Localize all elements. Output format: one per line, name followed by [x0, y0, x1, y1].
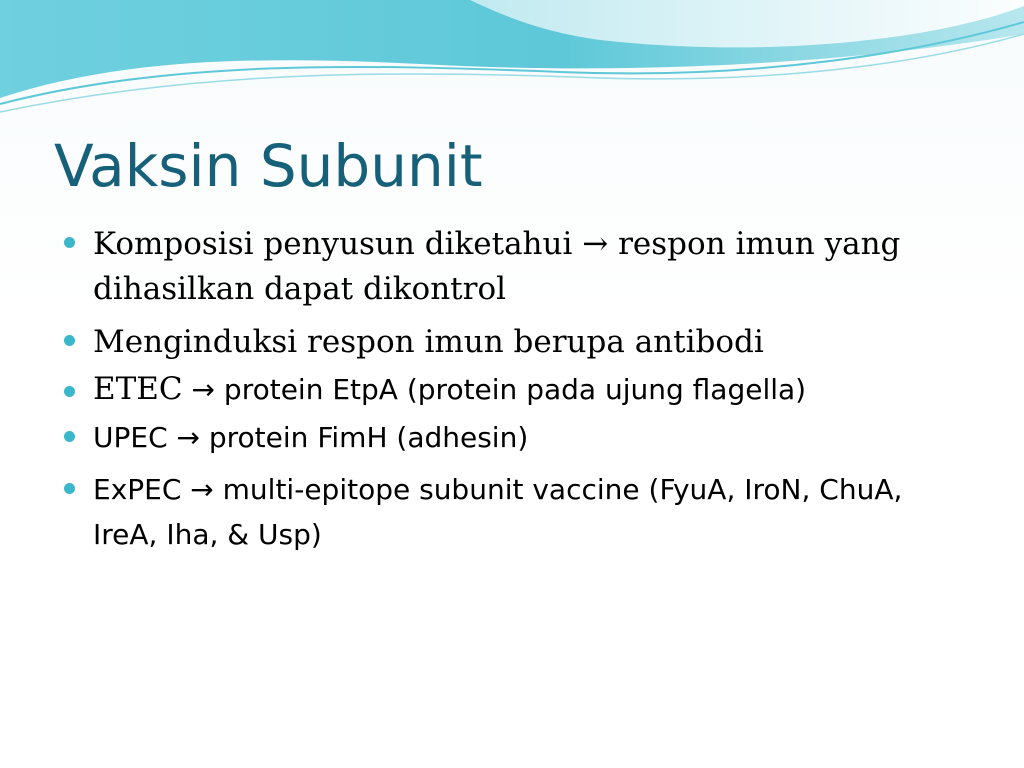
bullet-item-upec: [64, 415, 964, 460]
bullet-text: → protein EtpA (protein pada ujung flagella): [182, 373, 807, 406]
bullet-item-komposisi: [64, 222, 964, 312]
bullet-dot-icon: [64, 431, 75, 442]
bullet-item-expec: [64, 467, 964, 557]
bullet-item-menginduksi: [64, 320, 964, 365]
bullet-item-etec: [64, 371, 964, 407]
bullet-list: [64, 222, 964, 557]
bullet-dot-icon: [64, 237, 75, 248]
bullet-text: Menginduksi respon imun berupa antibodi: [93, 324, 764, 360]
bullet-dot-icon: [64, 335, 75, 346]
bullet-dot-icon: [64, 386, 75, 397]
header-wave-decoration: [0, 0, 1024, 130]
bullet-text: UPEC → protein FimH (adhesin): [93, 421, 529, 454]
slide-title: Vaksin Subunit: [54, 132, 483, 200]
bullet-text: Komposisi penyusun diketahui → respon imun yang dihasilkan dapat dikontrol: [93, 226, 901, 307]
bullet-dot-icon: [64, 483, 75, 494]
bullet-lead-text: ETEC: [93, 371, 183, 407]
bullet-text: ExPEC → multi-epitope subunit vaccine (FyuA, IroN, ChuA, IreA, Iha, & Usp): [93, 473, 903, 551]
